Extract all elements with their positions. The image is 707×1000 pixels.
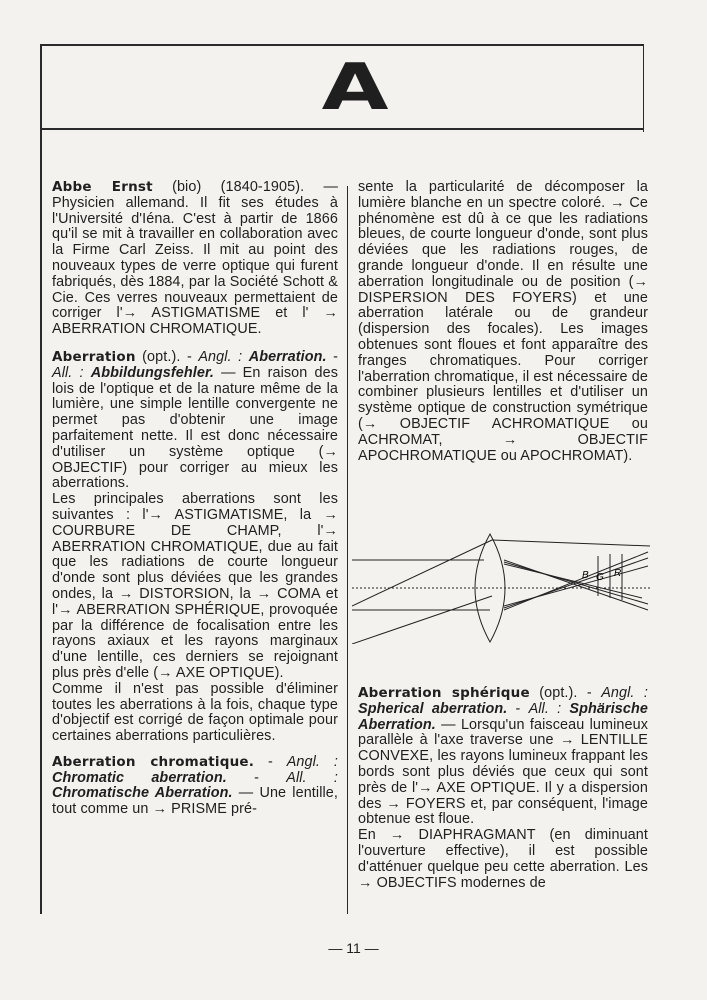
aberration-paragraph-2: Les principales aberrations sont les suivantes : l'→ ASTIGMATISME, la → COURBURE DE CHAMP, l'→ ABERRATION CHROMATIQUE, due au fait que les radiations de courte longueur d'onde sont plus déviées que les grandes ondes, la → DISTORSION, la → COMA et l'→ ABERRATION SPHÉRIQUE, provoquée par la différence de focalisation entre les rayons axiaux et les rayons marginaux d'une lentille, ces derniers se rejoignant plus près d'elle (→ AXE OPTIQUE). xyxy=(52,491,338,681)
chromatic-aberration-figure xyxy=(352,532,652,644)
chromatique-angl-label: Angl. : xyxy=(286,753,339,770)
spherique-text-a: (opt.). - xyxy=(529,685,602,701)
label-r: R xyxy=(614,568,622,579)
entry-aberration-spherique xyxy=(358,686,648,828)
spherique-angl-label: Angl. : xyxy=(601,685,648,701)
aberration-paragraph-3: Comme il n'est pas possible d'éliminer toutes les aberrations à la fois, chaque type d'objectif est corrigé de façon optimale pour certaines aberrations particulières. xyxy=(52,680,338,745)
chromatique-all-term: Chromatische Aberration. xyxy=(52,785,233,802)
spherique-all-label: All. : xyxy=(528,700,570,717)
chromatique-text-c: — Une lentille, tout comme un → PRISME pré- xyxy=(52,785,338,818)
aberration-angl-label: Angl. : xyxy=(198,348,249,365)
headword-aberration-spherique: Aberration sphérique xyxy=(358,685,530,701)
chromatique-text-b: - xyxy=(226,769,287,786)
entry-abbe-ernst xyxy=(52,180,338,338)
page-number: — 11 — xyxy=(328,940,379,956)
frame-right-rule xyxy=(643,44,644,132)
ray-bottom-out-a xyxy=(504,552,648,610)
ray-bottom-out-c xyxy=(504,566,648,606)
header-bottom-rule xyxy=(42,128,644,130)
spherique-paragraph-2: En → DIAPHRAGMANT (en diminuant l'ouverture effective), il est possible d'atténuer quelque peu cette aberration. Les → OBJECTIFS modernes de xyxy=(358,827,648,891)
aberration-text-a: (opt.). - xyxy=(135,348,199,365)
aberration-angl-term: Aberration. xyxy=(248,348,327,365)
chromatique-angl-term: Chromatic aberration. xyxy=(52,769,227,786)
spherique-angl-term: Spherical aberration. xyxy=(358,700,508,717)
chromatique-text-a: - xyxy=(254,753,287,770)
headword-aberration-chromatique: Aberration chromatique. xyxy=(52,753,255,770)
headword-abbe-ernst: Abbe Ernst xyxy=(52,179,153,195)
ray-top-out-c xyxy=(504,564,642,598)
frame-left-rule xyxy=(40,44,42,914)
column-divider xyxy=(347,186,348,914)
ray-lower-long xyxy=(352,596,492,644)
right-column-lower xyxy=(358,686,648,891)
label-b: B xyxy=(582,570,589,581)
entry-abbe-text: (bio) (1840-1905). — Physicien allemand. Il fit ses études à l'Université d'Iéna. C'est à partir de 1866 qu'il se mit à travailler en collaboration avec la Firme Carl Zeiss. Il mit au point des nouveaux types de verre optique qui furent fabriqués, dès 1884, par la Société Schott & Cie. Ces verres nouveaux permettaient de corriger l'→ ASTIGMATISME et l' → ABERRATION CHROMATIQUE. xyxy=(52,179,338,338)
ray-top-edge xyxy=(492,540,650,546)
spherique-text-b: - xyxy=(507,700,529,717)
left-column xyxy=(52,180,338,818)
ray-upper-long xyxy=(352,540,492,606)
label-g: G xyxy=(596,572,604,583)
right-column xyxy=(358,180,648,464)
frame-top-rule xyxy=(40,44,644,46)
chromatique-all-label: All. : xyxy=(286,769,339,786)
ray-top-out-a xyxy=(504,560,648,610)
section-letter: A xyxy=(321,51,389,125)
aberration-text-c: — En raison des lois de l'optique et de la nature même de la lumière, une simple lentille convergente ne permet pas d'obtenir une image parfaitement nette. Il est donc nécessaire d'utiliser un système optique (→ OBJECTIF) pour corriger au mieux les aberrations. xyxy=(52,364,338,492)
headword-aberration: Aberration xyxy=(52,348,136,365)
spherique-text-c: — Lorsqu'un faisceau lumineux parallèle à l'axe traverse une → LENTILLE CONVEXE, les rayons lumineux frappant les bords sont plus déviés que ceux qui sont près de l'→ AXE OPTIQUE. Il y a dispersion des → FOYERS et, par conséquent, l'image obtenue est floue. xyxy=(358,716,648,828)
entry-aberration-chromatique xyxy=(52,755,338,818)
chromatique-continuation: sente la particularité de décomposer la lumière blanche en un spectre coloré. → Ce phénomène est dû à ce que les radiations bleues, de courte longueur d'onde, sont plus déviées que les radiations rouges, de grande longueur d'onde. Il en résulte une aberration longitudinale ou de position (→ DISPERSION DES FOYERS) et une aberration latérale ou de grandeur (dispersion des focales). Les images obtenues sont floues et font apparaître des franges chromatiques. Pour corriger l'aberration chromatique, il est nécessaire de combiner plusieurs lentilles et d'utiliser un système optique de construction symétrique (→ OBJECTIF ACHROMATIQUE ou ACHROMAT, → OBJECTIF APOCHROMATIQUE ou APOCHROMAT). xyxy=(358,179,648,464)
aberration-all-label: All. : xyxy=(52,364,91,381)
aberration-text-b: - xyxy=(326,348,338,365)
aberration-all-term: Abbildungsfehler. xyxy=(90,364,214,381)
spherique-all-term: Sphärische Aberration. xyxy=(358,700,648,733)
entry-aberration xyxy=(52,350,338,492)
